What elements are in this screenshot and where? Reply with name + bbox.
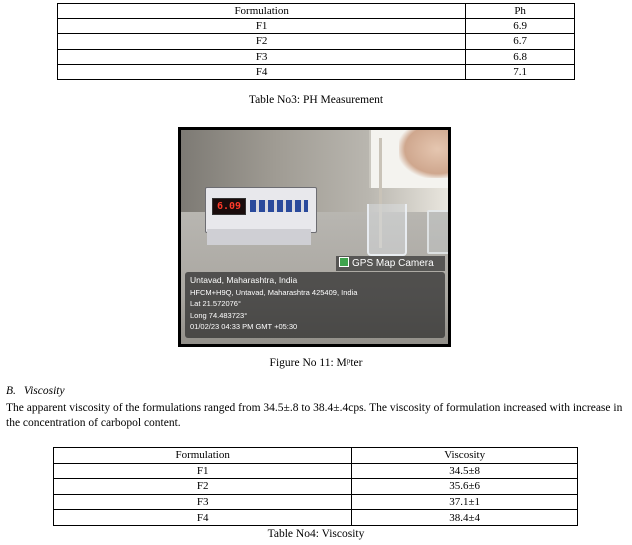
table-cell: F1	[54, 463, 352, 479]
section-title: Viscosity	[23, 385, 65, 397]
table-header-cell: Formulation	[58, 4, 466, 19]
table-cell: 6.7	[466, 34, 575, 49]
gps-badge-label: GPS Map Camera	[352, 258, 434, 269]
table-cell: 34.5±8	[352, 463, 578, 479]
ph-meter-device	[205, 187, 317, 233]
meter-buttons	[250, 200, 308, 212]
ph-meter-photo	[178, 127, 451, 347]
meter-base	[207, 229, 311, 245]
table-caption: Table No3: PH Measurement	[248, 94, 384, 106]
figure-caption: Figure No 11: Mᵖter	[269, 357, 363, 369]
photo-hand	[399, 130, 451, 178]
table-cell: F3	[58, 49, 466, 64]
table-cell: F4	[54, 510, 352, 526]
viscosity-table	[53, 447, 578, 526]
gps-latitude: Lat 21.572076°	[190, 299, 241, 308]
table-row	[54, 510, 578, 526]
gps-address: HFCM+H9Q, Untavad, Maharashtra 425409, India	[190, 287, 358, 297]
ph-table	[57, 3, 575, 80]
table-row	[54, 494, 578, 510]
table-cell: F3	[54, 494, 352, 510]
section-number: B.	[6, 385, 16, 397]
meter-display: 6.09	[212, 198, 246, 215]
table-header-cell: Formulation	[54, 448, 352, 464]
table-cell: 6.8	[466, 49, 575, 64]
table-cell: F2	[54, 479, 352, 495]
table-cell: F1	[58, 19, 466, 34]
table-caption: Table No4: Viscosity	[267, 528, 365, 540]
table-row	[58, 64, 575, 79]
map-pin-icon	[339, 257, 349, 267]
gps-city: Untavad, Maharashtra, India	[190, 275, 298, 285]
table-row	[58, 19, 575, 34]
gps-info-panel	[185, 272, 445, 338]
section-heading	[6, 385, 65, 397]
table-row	[58, 34, 575, 49]
section-paragraph: The apparent viscosity of the formulations ranged from 34.5±.8 to 38.4±.4cps. The viscosity of formulation increased with increase in the concentration of carbopol content.	[6, 402, 623, 429]
gps-timestamp: 01/02/23 04:33 PM GMT +05:30	[190, 322, 298, 331]
table-header-row	[54, 448, 578, 464]
table-cell: F4	[58, 64, 466, 79]
beaker	[367, 204, 407, 256]
table-cell: F2	[58, 34, 466, 49]
gps-longitude: Long 74.483723°	[190, 310, 248, 320]
table-header-cell: Ph	[466, 4, 575, 19]
table-cell: 6.9	[466, 19, 575, 34]
table-row	[54, 463, 578, 479]
table-cell: 38.4±4	[352, 510, 578, 526]
table-cell: 7.1	[466, 64, 575, 79]
table-cell: 37.1±1	[352, 494, 578, 510]
table-header-cell: Viscosity	[352, 448, 578, 464]
beaker-secondary	[427, 210, 451, 254]
table-row	[54, 479, 578, 495]
table-row	[58, 49, 575, 64]
table-cell: 35.6±6	[352, 479, 578, 495]
table-header-row	[58, 4, 575, 19]
gps-camera-badge	[336, 256, 445, 271]
